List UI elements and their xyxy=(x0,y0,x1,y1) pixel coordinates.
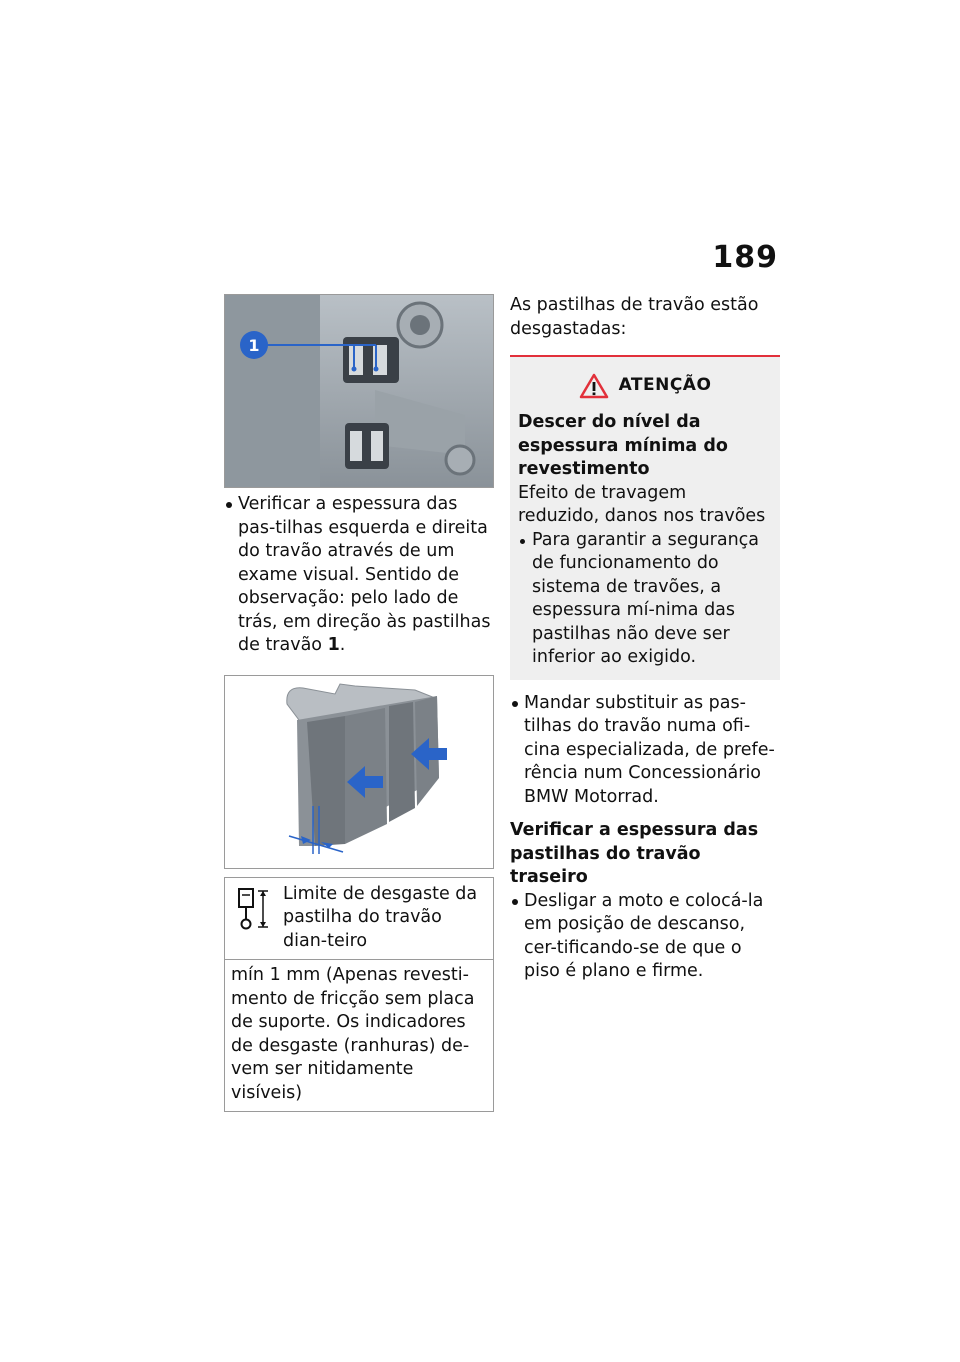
intro-text: As pastilhas de travão estão desgastadas: xyxy=(510,295,759,339)
warning-instruction-text: Para garantir a segurança de funcionamento do sistema de travões, a espessura mí-nima das pastilhas não deve ser inferior ao exigido. xyxy=(532,529,760,667)
bullet-check-front-pads xyxy=(224,493,494,658)
bullet-text: Desligar a moto e colocá-la em posição de descanso, cer-tificando-se de que o piso é plano e firme. xyxy=(524,890,764,981)
wear-limit-title: Limite de desgaste da pastilha do travão dian-teiro xyxy=(283,883,478,951)
brake-pad-figure xyxy=(224,675,494,869)
warning-consequence: Efeito de travagem reduzido, danos nos travões xyxy=(518,482,766,526)
wear-limit-value: mín 1 mm (Apenas revesti-mento de fricção sem placa de suporte. Os indicadores de desgaste (ranhuras) de-vem ser nitidamente visíveis) xyxy=(231,965,475,1103)
reference-number: 1 xyxy=(327,635,340,655)
wear-limit-header xyxy=(225,878,493,961)
bullet-replace-pads xyxy=(510,692,780,810)
bullet-text: Mandar substituir as pas-tilhas do travão numa ofi-cina especializada, de prefe-rência num Concessionário BMW Motorrad. xyxy=(524,692,775,807)
warning-subtitle: Descer do nível da espessura mínima do revestimento xyxy=(518,412,728,479)
bullet-park-motorcycle xyxy=(510,890,780,984)
warning-title: ATENÇÃO xyxy=(618,375,712,396)
warning-triangle-icon xyxy=(579,373,609,399)
bullet-icon xyxy=(520,539,525,544)
bullet-text: Verificar a espessura das pas-tilhas esquerda e direita do travão através de um exame visual. Sentido de observação: pelo lado de trás, em direção às pastilhas de travão xyxy=(238,494,491,655)
bullet-end: . xyxy=(339,635,346,655)
section-heading-rear-pads: Verificar a espessura das pastilhas do travão traseiro xyxy=(510,820,759,887)
warning-instruction xyxy=(518,529,772,670)
bullet-icon xyxy=(512,899,518,905)
wear-limit-table xyxy=(224,877,494,1113)
bullet-icon xyxy=(512,701,518,707)
brake-caliper-photo xyxy=(225,295,493,487)
right-column xyxy=(510,294,780,984)
left-column xyxy=(224,294,494,1112)
callout-1: 1 xyxy=(248,336,260,355)
brake-pad-thickness-icon xyxy=(237,887,275,931)
warning-box xyxy=(510,355,780,680)
warning-header xyxy=(518,373,772,399)
brake-pad-illustration xyxy=(225,676,493,868)
bullet-icon xyxy=(226,502,232,508)
brake-caliper-figure xyxy=(224,294,494,488)
page-number: 189 xyxy=(712,240,778,275)
